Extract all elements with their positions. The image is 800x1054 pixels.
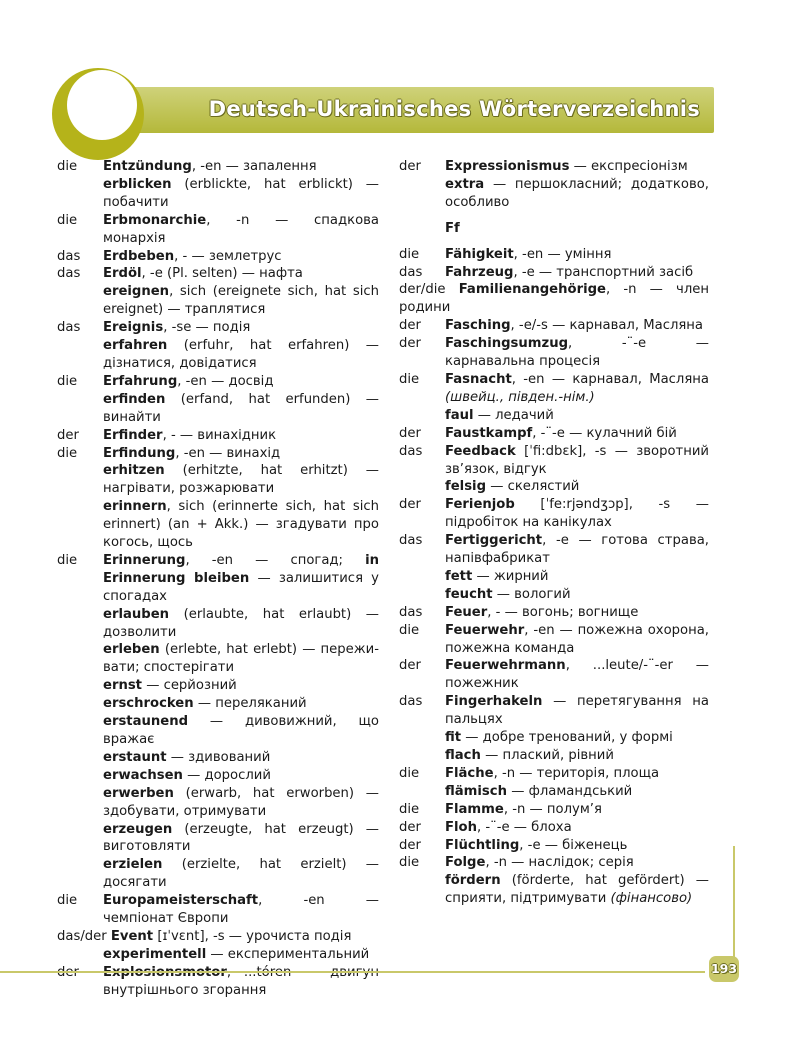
entry-article: der [399,497,421,513]
entry-headword: erlauben [103,606,170,622]
entry-translation: , -en — чемпіонат Європи [103,893,379,927]
entry-translation: , -¨-e — карнавальна процесія [445,336,709,370]
entry-headword: Erdbeben [103,248,175,264]
entry-translation: , -en — уміння [513,246,612,262]
entry-headword: Floh [445,819,477,835]
entry-translation: , -en — спогад; [185,552,366,568]
entry-headword: erwerben [103,785,174,801]
entry-headword: erzeugen [103,821,173,837]
entry-article: der [399,159,421,174]
entry-phrase: in Erinnerung bleiben [103,552,379,586]
entry-article: das [57,266,81,282]
entry-headword: Fasnacht [445,371,512,387]
entry-article: die [399,246,420,262]
entry-article: das/der [57,928,111,944]
entry-headword: erschrocken [103,696,194,712]
entry-translation: — жирний [472,568,549,584]
dictionary-entry [399,407,709,425]
entry-translation: — переляканий [193,696,307,712]
entry-headword: erleben [103,642,160,658]
entry-translation: — вологий [492,586,571,602]
entry-headword: Ereignis [103,320,164,336]
entry-translation: — перетягування на пальцях [445,694,709,728]
footer-vertical-rule [733,846,735,968]
entry-translation: — експериментальний [206,946,370,962]
footer-rule [0,971,705,973]
entry-translation: , -se — подія [163,320,251,336]
right-column-part-b [399,246,709,909]
entry-headword: fördern [445,873,501,889]
entry-headword: extra [445,176,485,192]
entry-translation: (erfuhr, hat erfahren) — дізнатися, довідатися [103,338,379,371]
dictionary-entry [57,373,379,391]
entry-translation: , -¨-e — блоха [476,819,572,835]
entry-translation: , -n — полум’я [503,801,602,817]
entry-headword: Faustkampf [445,425,533,441]
dictionary-entry [57,248,379,266]
entry-headword: feucht [445,586,493,602]
entry-headword: Europameisterschaft [103,893,259,909]
entry-article: das [399,264,423,280]
section-heading-ff: Ff [445,220,460,236]
entry-translation: — фламандський [507,783,633,799]
dictionary-entry [57,176,379,212]
dictionary-entry [399,622,709,658]
entry-translation: (erzielte, hat erzielt) — досягати [103,857,379,891]
entry-translation: (erlaubte, hat erlaubt) — дозволити [103,606,379,640]
entry-translation: , ...leute/-¨-er — пожежник [445,658,709,692]
dictionary-entry [399,586,709,604]
dictionary-entry [399,604,709,622]
entry-article: die [57,893,78,909]
dictionary-entry [57,785,379,821]
header-circle-inner [67,70,137,140]
entry-translation: — експресіонізм [569,159,688,174]
dictionary-entry [399,264,709,282]
entry-headword: Fertiggericht [445,533,543,549]
entry-article: der [399,658,421,674]
entry-article: das [399,533,423,549]
dictionary-entry [399,765,709,783]
entry-article: der [399,318,421,334]
entry-headword: Erdöl [103,266,142,282]
entry-headword: Fläche [445,765,494,781]
entry-article: der [399,837,421,853]
entry-translation: , sich (ereignete sich, hat sich ereignet) — траплятися [103,284,379,318]
entry-translation: , -e — транспортний засіб [513,264,694,280]
entry-article: der [399,336,421,352]
entry-translation: — скелястий [486,479,580,495]
entry-translation: (erblickte, hat erblickt) — побачити [103,176,379,210]
entry-headword: faul [445,407,474,423]
entry-headword: erwachsen [103,767,183,783]
dictionary-entry [57,158,379,176]
entry-translation: — серйозний [142,678,237,694]
entry-article: die [399,801,420,817]
dictionary-entry [399,837,709,855]
entry-headword: erfinden [103,391,166,407]
dictionary-entry [57,319,379,337]
dictionary-entry [57,606,379,642]
dictionary-entry [399,246,709,264]
entry-phrase-translation: — залишитися у спогадах [103,570,379,604]
entry-translation: , -en — досвід [177,373,274,389]
entry-article: die [57,445,78,461]
dictionary-entry [57,946,379,964]
page-title: Deutsch-Ukrainisches Wörterverzeichnis [208,97,700,121]
entry-translation: , - — винахідник [162,427,277,443]
dictionary-entry [399,532,709,568]
entry-headword: Flüchtling [445,837,520,853]
entry-headword: Feuerwehr [445,622,525,638]
entry-headword: Event [110,928,154,944]
entry-headword: fett [445,568,473,584]
dictionary-entry [399,335,709,371]
dictionary-entry [399,478,709,496]
dictionary-entry [57,552,379,606]
entry-headword: fit [445,730,462,746]
dictionary-entry [399,496,709,532]
dictionary-entry [57,767,379,785]
entry-headword: Familienangehörige [458,282,606,298]
entry-translation: , -e (Pl. selten) — нафта [141,266,303,282]
dictionary-entry [57,283,379,319]
entry-article: das [399,694,423,710]
entry-translation: — плаский, рівний [480,748,614,763]
entry-translation: , -en — карнавал, Масляна [511,371,709,387]
dictionary-entry [57,928,379,946]
entry-translation: — ледачий [473,407,554,423]
entry-article: das [57,320,81,336]
dictionary-entry [399,176,709,212]
entry-headword: erstaunt [103,749,167,765]
entry-headword: erinnern [103,499,167,515]
entry-article: die [57,212,78,228]
entry-headword: Feuerwehrmann [445,658,566,674]
entry-translation: , -en — винахід [175,445,281,461]
entry-translation: , -e/-s — карнавал, Масляна [510,318,704,334]
entry-headword: Erfinder [103,427,163,443]
entry-article: das [57,248,81,264]
entry-translation: — дивовижний, що вражає [103,714,379,747]
entry-translation: [ˈfe:rjəndʒɔp], -s — підробіток на канікулах [445,497,709,531]
dictionary-entry [57,713,379,749]
entry-translation: , - — вогонь; вогнище [487,604,639,620]
dictionary-entry [57,265,379,283]
right-column-part-a [399,158,709,212]
entry-translation: (erwarb, hat erworben) — здобувати, отримувати [103,785,379,819]
dictionary-entry [399,425,709,443]
dictionary-entry [57,856,379,892]
entry-translation: , sich (erinnerte sich, hat sich erinnert) (an + Akk.) — згадувати про когось, щось [103,499,379,551]
entry-translation: , -n — спадкова монархія [103,212,379,246]
entry-translation: (förderte, hat gefördert) — сприяти, підтримувати [445,873,709,907]
dictionary-entry [399,729,709,747]
dictionary-entry [399,371,709,407]
dictionary-entry [57,445,379,463]
entry-headword: Feedback [445,443,516,459]
entry-translation: (erhitzte, hat erhitzt) — нагрівати, розжарювати [103,463,379,497]
left-column [57,158,379,1000]
entry-article: der [399,819,421,835]
entry-translation: , -en — пожежна охорона, пожежна команда [445,622,709,656]
dictionary-entry [399,854,709,872]
entry-translation: [ɪˈvɛnt], -s — урочиста подія [153,928,352,944]
entry-translation: (erzeugte, hat erzeugt) — виготовляти [103,821,379,855]
entry-headword: Fasching [445,318,511,334]
dictionary-entry [57,462,379,498]
entry-headword: flämisch [445,783,507,799]
dictionary-entry [57,641,379,677]
dictionary-entry [399,693,709,729]
dictionary-entry [399,819,709,837]
entry-headword: flach [445,748,481,763]
entry-translation: (erlebte, hat erlebt) — переживати; спостерігати [103,642,379,676]
dictionary-entry [399,281,709,317]
entry-headword: Faschingsumzug [445,336,569,352]
dictionary-entry [57,749,379,767]
entry-headword: Fähigkeit [445,246,514,262]
entry-headword: Erfahrung [103,373,178,389]
entry-translation: [ˈfi:dbɛk], -s — зворотний зв’язок, відгук [445,443,709,477]
entry-article: der [57,427,79,443]
entry-headword: Entzündung [103,159,192,174]
entry-translation: , -¨-e — кулачний бій [532,425,677,441]
entry-translation: , -n — член родини [399,282,709,316]
entry-translation: — здивований [166,749,271,765]
entry-translation: внутрішнього згорання [103,982,267,998]
entry-article: der/die [399,282,459,298]
page-number: 193 [709,956,739,982]
dictionary-entry [57,391,379,427]
entry-headword: erstaunend [103,714,189,730]
entry-article: das [399,604,423,620]
dictionary-entry [57,677,379,695]
entry-translation: , -e — біженець [519,837,628,853]
entry-usage-note: (швейц., півден.-нім.) [445,389,595,405]
entry-headword: Fingerhakeln [445,694,543,710]
entry-translation: , -n — наслідок; серія [485,855,634,871]
entry-article: die [399,371,420,387]
dictionary-entry [399,783,709,801]
entry-translation: , - — землетрус [174,248,282,264]
dictionary-entry [57,337,379,373]
dictionary-entry [399,568,709,586]
entry-translation: — добре тренований, у формі [461,730,673,746]
entry-headword: erhitzen [103,463,165,479]
entry-translation: , -e — готова страва, напівфабрикат [445,533,709,567]
entry-headword: erblicken [103,176,172,192]
entry-article: die [399,855,420,871]
dictionary-entry [57,212,379,248]
dictionary-entry [57,695,379,713]
dictionary-entry [57,892,379,928]
dictionary-entry [399,158,709,176]
dictionary-entry [57,821,379,857]
entry-article: die [399,622,420,638]
entry-translation: (erfand, hat erfunden) — винайти [103,391,379,425]
dictionary-entry [57,498,379,552]
dictionary-entry [399,657,709,693]
entry-headword: erzielen [103,857,163,873]
entry-headword: Ferienjob [445,497,515,513]
entry-headword: Erinnerung [103,552,186,568]
entry-article: die [57,159,78,174]
entry-headword: erfahren [103,338,168,354]
entry-headword: Folge [445,855,486,871]
dictionary-entry [57,964,379,1000]
entry-headword: ernst [103,678,142,694]
entry-article: die [57,552,78,568]
entry-article: das [399,443,423,459]
right-column [399,158,709,908]
dictionary-entry [399,801,709,819]
entry-headword: experimentell [103,946,207,962]
entry-usage-note: (фінансово) [610,891,693,907]
entry-headword: Erfindung [103,445,176,461]
entry-headword: Flamme [445,801,504,817]
entry-translation: — дорослий [182,767,271,783]
entry-headword: Erbmonarchie [103,212,207,228]
dictionary-entry [399,872,709,908]
entry-article: der [399,425,421,441]
entry-headword: Expressionismus [445,159,570,174]
entry-headword: felsig [445,479,487,495]
dictionary-entry [399,317,709,335]
dictionary-entry [57,427,379,445]
entry-headword: Feuer [445,604,488,620]
entry-translation: , -en — запалення [191,159,317,174]
dictionary-entry [399,747,709,765]
entry-translation: , -n — територія, площа [493,765,660,781]
entry-article: die [399,765,420,781]
dictionary-entry [399,443,709,479]
entry-headword: ereignen [103,284,170,300]
entry-headword: Fahrzeug [445,264,514,280]
entry-translation: — першокласний; додатково, особливо [445,176,709,210]
entry-article: die [57,373,78,389]
